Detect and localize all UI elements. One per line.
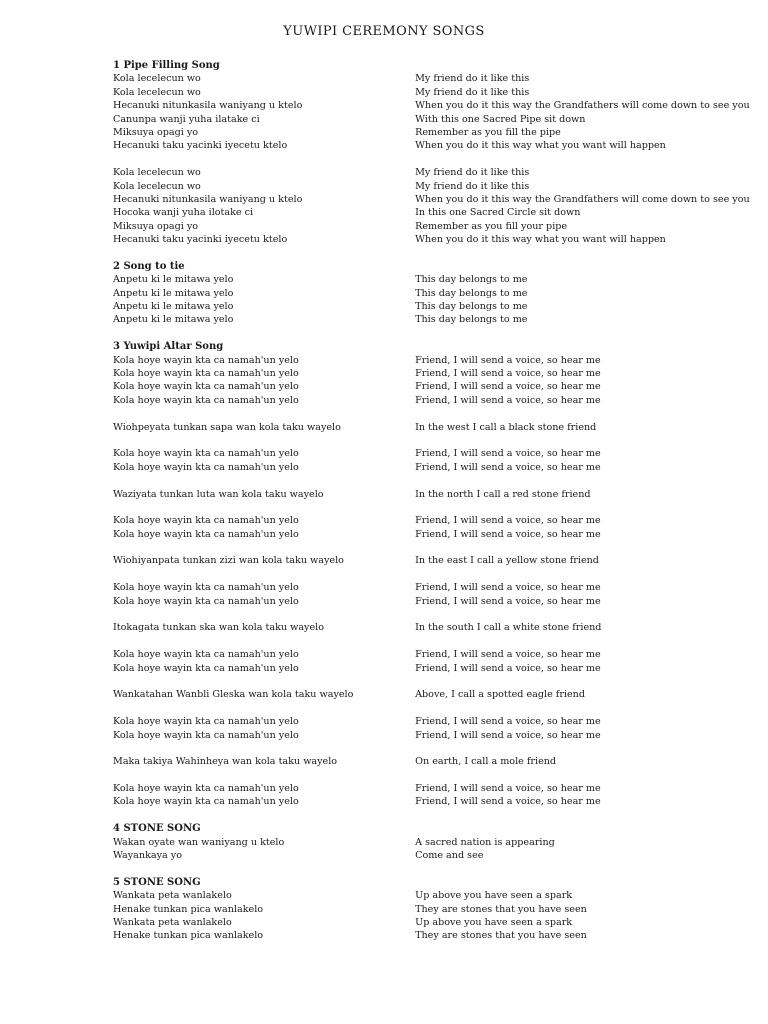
lyric-row (113, 126, 753, 139)
english-line: They are stones that you have seen (415, 930, 587, 942)
english-line (415, 608, 753, 621)
english-line: Friend, I will send a voice, so hear me (415, 381, 601, 393)
lyric-row (113, 769, 753, 782)
lyric-row (113, 621, 753, 634)
english-line: This day belongs to me (415, 287, 528, 299)
english-line: Friend, I will send a voice, so hear me (415, 528, 601, 540)
lakota-line: Itokagata tunkan ska wan kola taku wayelo (113, 622, 324, 634)
english-line: My friend do it like this (415, 73, 530, 85)
lakota-line: Kola lecelecun wo (113, 86, 201, 98)
english-line: My friend do it like this (415, 167, 530, 179)
song-section (113, 822, 753, 862)
lakota-line: Kola lecelecun wo (113, 180, 201, 192)
lyric-row (113, 795, 753, 808)
english-line: Above, I call a spotted eagle friend (415, 689, 585, 701)
lakota-line: Miksuya opagi yo (113, 220, 199, 232)
lakota-line: Kola hoye wayin kta ca namah'un yelo (113, 662, 299, 674)
lakota-line (113, 568, 415, 581)
lakota-line (113, 474, 415, 487)
lyric-row (113, 447, 753, 460)
lakota-line: Kola hoye wayin kta ca namah'un yelo (113, 783, 299, 795)
lakota-line (113, 501, 415, 514)
english-line: Friend, I will send a voice, so hear me (415, 662, 601, 674)
english-line: Friend, I will send a voice, so hear me (415, 582, 601, 594)
song-heading: 2 Song to tie (113, 260, 185, 272)
english-line (415, 769, 753, 782)
lakota-line: Wiohpeyata tunkan sapa wan kola taku wayelo (113, 421, 341, 433)
english-line (415, 474, 753, 487)
lyric-row (113, 836, 753, 849)
english-line: When you do it this way what you want will happen (415, 140, 666, 152)
lakota-line: Kola hoye wayin kta ca namah'un yelo (113, 796, 299, 808)
english-line: Friend, I will send a voice, so hear me (415, 354, 601, 366)
english-line (415, 742, 753, 755)
lyric-row (113, 715, 753, 728)
lakota-line: Maka takiya Wahinheya wan kola taku wayelo (113, 756, 338, 768)
lakota-line (113, 153, 415, 166)
song-heading: 1 Pipe Filling Song (113, 60, 220, 71)
lyric-row (113, 849, 753, 862)
lakota-line: Anpetu ki le mitawa yelo (113, 274, 234, 286)
english-line: My friend do it like this (415, 180, 530, 192)
song-section (113, 876, 753, 943)
lyric-row (113, 889, 753, 902)
lyric-row (113, 608, 753, 621)
lyric-row (113, 528, 753, 541)
lakota-line (113, 635, 415, 648)
lakota-line: Henake tunkan pica wanlakelo (113, 930, 264, 942)
lakota-line: Kola hoye wayin kta ca namah'un yelo (113, 394, 299, 406)
english-line: Friend, I will send a voice, so hear me (415, 716, 601, 728)
lyric-row (113, 193, 753, 206)
english-line: Come and see (415, 850, 484, 862)
lyric-row (113, 421, 753, 434)
english-line: Friend, I will send a voice, so hear me (415, 796, 601, 808)
song-heading: 5 STONE SONG (113, 876, 201, 888)
lyric-row (113, 916, 753, 929)
lyric-row (113, 206, 753, 219)
lakota-line: Kola hoye wayin kta ca namah'un yelo (113, 595, 299, 607)
lyric-row (113, 929, 753, 942)
english-line (415, 675, 753, 688)
lyric-row (113, 702, 753, 715)
lyric-row (113, 755, 753, 768)
lakota-line: Canunpa wanji yuha ilatake ci (113, 113, 260, 125)
english-line: Friend, I will send a voice, so hear me (415, 515, 601, 527)
lakota-line (113, 742, 415, 755)
english-line: Friend, I will send a voice, so hear me (415, 448, 601, 460)
lakota-line: Miksuya opagi yo (113, 126, 199, 138)
english-line: On earth, I call a mole friend (415, 756, 557, 768)
lyric-row (113, 166, 753, 179)
lyric-row (113, 488, 753, 501)
lakota-line: Kola hoye wayin kta ca namah'un yelo (113, 528, 299, 540)
lakota-line: Kola lecelecun wo (113, 73, 201, 85)
lyric-row (113, 72, 753, 85)
lakota-line: Hecanuki taku yacinki iyecetu ktelo (113, 234, 288, 246)
lyric-row (113, 581, 753, 594)
lakota-line (113, 769, 415, 782)
lyric-row (113, 541, 753, 554)
english-line: Up above you have seen a spark (415, 890, 573, 902)
english-line: In the east I call a yellow stone friend (415, 555, 599, 567)
lakota-line: Wakan oyate wan waniyang u ktelo (113, 836, 285, 848)
lyric-row (113, 648, 753, 661)
lyric-row (113, 729, 753, 742)
english-line: When you do it this way the Grandfathers will come down to see you (415, 100, 750, 112)
english-line (415, 635, 753, 648)
lyric-row (113, 287, 753, 300)
lyric-row (113, 153, 753, 166)
english-line: Friend, I will send a voice, so hear me (415, 394, 601, 406)
english-line: Friend, I will send a voice, so hear me (415, 649, 601, 661)
lyric-row (113, 782, 753, 795)
lakota-line: Hecanuki nitunkasila waniyang u ktelo (113, 193, 303, 205)
lyric-row (113, 394, 753, 407)
english-line (415, 541, 753, 554)
english-line (415, 702, 753, 715)
english-line (415, 434, 753, 447)
lyric-row (113, 180, 753, 193)
english-line: This day belongs to me (415, 301, 528, 313)
english-line: With this one Sacred Pipe sit down (415, 113, 586, 125)
english-line: In this one Sacred Circle sit down (415, 207, 581, 219)
lyric-row (113, 300, 753, 313)
lakota-line: Kola hoye wayin kta ca namah'un yelo (113, 354, 299, 366)
english-line: Friend, I will send a voice, so hear me (415, 595, 601, 607)
song-section (113, 260, 753, 327)
lakota-line: Hecanuki nitunkasila waniyang u ktelo (113, 100, 303, 112)
lakota-line: Kola hoye wayin kta ca namah'un yelo (113, 582, 299, 594)
lyric-row (113, 688, 753, 701)
lyric-row (113, 662, 753, 675)
lyric-row (113, 86, 753, 99)
lyric-row (113, 742, 753, 755)
lyric-row (113, 514, 753, 527)
english-line: A sacred nation is appearing (415, 836, 555, 848)
lakota-line: Anpetu ki le mitawa yelo (113, 314, 234, 326)
lyric-row (113, 313, 753, 326)
lyric-row (113, 635, 753, 648)
lakota-line: Henake tunkan pica wanlakelo (113, 903, 264, 915)
song-heading: 4 STONE SONG (113, 823, 201, 835)
english-line: This day belongs to me (415, 274, 528, 286)
lyric-row (113, 113, 753, 126)
lakota-line (113, 702, 415, 715)
lyric-row (113, 380, 753, 393)
song-section (113, 340, 753, 809)
lakota-line: Anpetu ki le mitawa yelo (113, 287, 234, 299)
lyric-row (113, 367, 753, 380)
lyric-row (113, 220, 753, 233)
lakota-line: Kola hoye wayin kta ca namah'un yelo (113, 448, 299, 460)
lyric-row (113, 273, 753, 286)
lakota-line: Wayankaya yo (113, 850, 182, 862)
english-line: They are stones that you have seen (415, 903, 587, 915)
english-line (415, 407, 753, 420)
english-line: My friend do it like this (415, 86, 530, 98)
lakota-line: Kola hoye wayin kta ca namah'un yelo (113, 729, 299, 741)
lyric-row (113, 474, 753, 487)
lakota-line: Kola hoye wayin kta ca namah'un yelo (113, 461, 299, 473)
lakota-line: Hocoka wanji yuha ilotake ci (113, 207, 254, 219)
english-line (415, 501, 753, 514)
english-line: Remember as you fill the pipe (415, 126, 561, 138)
songs-container (113, 59, 753, 956)
lakota-line: Waziyata tunkan luta wan kola taku wayelo (113, 488, 324, 500)
lakota-line: Wankata peta wanlakelo (113, 917, 232, 928)
lakota-line: Wankatahan Wanbli Gleska wan kola taku wayelo (113, 689, 354, 701)
english-line: Friend, I will send a voice, so hear me (415, 367, 601, 379)
english-line: In the south I call a white stone friend (415, 622, 602, 634)
lyric-row (113, 595, 753, 608)
lakota-line: Kola lecelecun wo (113, 167, 201, 179)
lakota-line: Kola hoye wayin kta ca namah'un yelo (113, 649, 299, 661)
lakota-line: Kola hoye wayin kta ca namah'un yelo (113, 716, 299, 728)
english-line: In the north I call a red stone friend (415, 488, 591, 500)
english-line (415, 153, 753, 166)
english-line: This day belongs to me (415, 314, 528, 326)
lakota-line: Hecanuki taku yacinki iyecetu ktelo (113, 140, 288, 152)
english-line: When you do it this way the Grandfathers will come down to see you (415, 193, 750, 205)
english-line: Up above you have seen a spark (415, 917, 573, 928)
english-line: In the west I call a black stone friend (415, 421, 597, 433)
lyric-row (113, 233, 753, 246)
lakota-line: Wankata peta wanlakelo (113, 890, 232, 902)
page-title: YUWIPI CEREMONY SONGS (283, 24, 485, 39)
lakota-line (113, 541, 415, 554)
english-line: Remember as you fill your pipe (415, 220, 568, 232)
lakota-line: Kola hoye wayin kta ca namah'un yelo (113, 367, 299, 379)
song-section (113, 59, 753, 246)
lyric-row (113, 139, 753, 152)
lakota-line: Kola hoye wayin kta ca namah'un yelo (113, 515, 299, 527)
lakota-line: Anpetu ki le mitawa yelo (113, 301, 234, 313)
lyric-row (113, 461, 753, 474)
lyric-row (113, 675, 753, 688)
lakota-line (113, 675, 415, 688)
lakota-line: Kola hoye wayin kta ca namah'un yelo (113, 381, 299, 393)
lyric-row (113, 903, 753, 916)
lakota-line: Wiohiyanpata tunkan zizi wan kola taku wayelo (113, 555, 344, 567)
lyric-row (113, 407, 753, 420)
song-heading: 3 Yuwipi Altar Song (113, 341, 224, 353)
lyric-row (113, 501, 753, 514)
english-line: Friend, I will send a voice, so hear me (415, 783, 601, 795)
lyric-row (113, 554, 753, 567)
english-line: Friend, I will send a voice, so hear me (415, 461, 601, 473)
lyric-row (113, 354, 753, 367)
english-line: When you do it this way what you want will happen (415, 234, 666, 246)
lakota-line (113, 407, 415, 420)
lyric-row (113, 99, 753, 112)
lakota-line (113, 608, 415, 621)
english-line: Friend, I will send a voice, so hear me (415, 729, 601, 741)
lyric-row (113, 568, 753, 581)
english-line (415, 568, 753, 581)
lakota-line (113, 434, 415, 447)
lyric-row (113, 434, 753, 447)
